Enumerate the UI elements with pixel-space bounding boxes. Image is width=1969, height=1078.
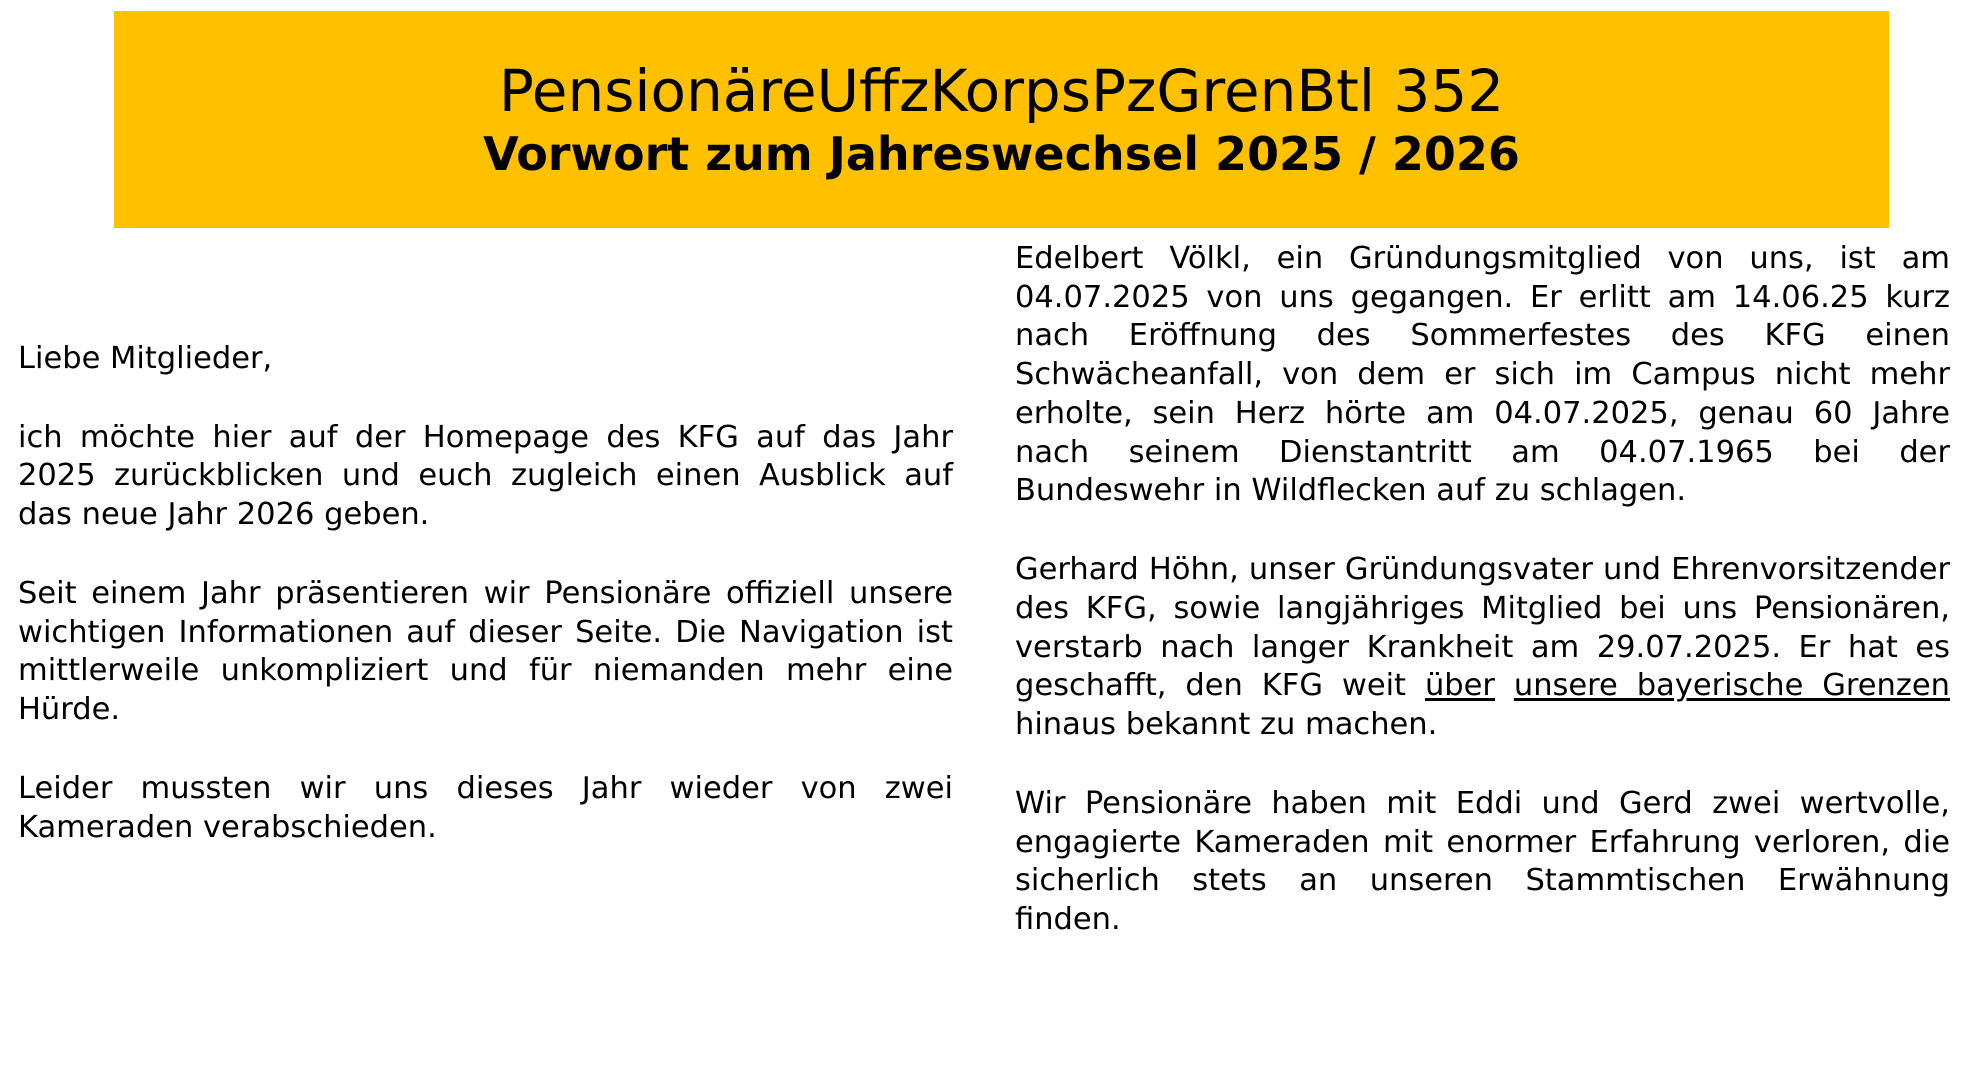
left-paragraph-1: ich möchte hier auf der Homepage des KFG auf das Jahr 2025 zurückblicken und euch zugleich einen Ausblick auf das neue Jahr 2026 geben. bbox=[18, 419, 953, 533]
right-column bbox=[1015, 240, 1950, 940]
right-paragraph-2-text-start: Gerhard Höhn, unser Gründungsvater und Ehrenvorsitzender des KFG, sowie langjähriges Mitglied bei uns Pensionären, verstarb nach langer Krankheit am 29.07.2025. Er hat es geschafft, den KFG weit bbox=[1015, 552, 1950, 704]
left-column bbox=[18, 240, 953, 940]
page-title: PensionäreUffzKorpsPzGrenBtl 352 bbox=[498, 56, 1505, 125]
link-ueber[interactable]: über bbox=[1424, 668, 1495, 704]
left-paragraph-2: Seit einem Jahr präsentieren wir Pensionäre offiziell unsere wichtigen Informationen auf dieser Seite. Die Navigation ist mittlerweile unkompliziert und für niemanden mehr eine Hürde. bbox=[18, 575, 953, 728]
link-unsere-bayerische-grenzen[interactable]: unsere bayerische Grenzen bbox=[1513, 668, 1950, 704]
title-banner bbox=[114, 11, 1889, 228]
right-paragraph-2-spacer bbox=[1495, 668, 1514, 703]
left-paragraph-3: Leider mussten wir uns dieses Jahr wieder von zwei Kameraden verabschieden. bbox=[18, 770, 953, 845]
content-columns bbox=[0, 240, 1969, 940]
greeting-text: Liebe Mitglieder, bbox=[18, 341, 273, 376]
right-paragraph-2 bbox=[1015, 551, 1950, 745]
right-paragraph-1: Edelbert Völkl, ein Gründungsmitglied von uns, ist am 04.07.2025 von uns gegangen. Er erlitt am 14.06.25 kurz nach Eröffnung des Sommerfestes des KFG einen Schwächeanfall, von dem er sich im Campus nicht mehr erholte, sein Herz hörte am 04.07.2025, genau 60 Jahre nach seinem Dienstantritt am 04.07.1965 bei der Bundeswehr in Wildflecken auf zu schlagen. bbox=[1015, 241, 1950, 509]
right-paragraph-2-text-end: hinaus bekannt zu machen. bbox=[1015, 707, 1438, 743]
page-subtitle: Vorwort zum Jahreswechsel 2025 / 2026 bbox=[483, 126, 1520, 181]
right-paragraph-3: Wir Pensionäre haben mit Eddi und Gerd zwei wertvolle, engagierte Kameraden mit enormer Erfahrung verloren, die sicherlich stets an unseren Stammtischen Erwähnung finden. bbox=[1015, 785, 1950, 938]
